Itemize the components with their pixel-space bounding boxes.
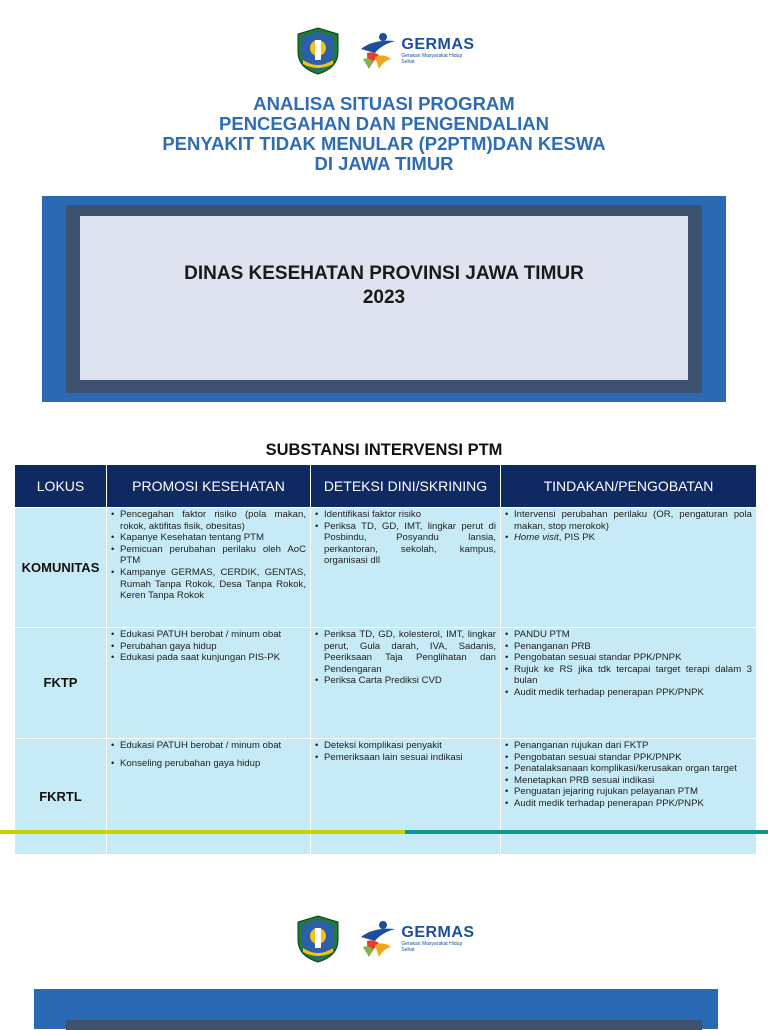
lokus-cell: FKRTL bbox=[15, 739, 107, 855]
list-item: • Penguatan jejaring rujukan pelayanan PTM bbox=[505, 786, 752, 798]
header-lokus: LOKUS bbox=[15, 465, 107, 508]
divider-stripe-teal bbox=[405, 830, 768, 834]
title-line-2: PENCEGAHAN DAN PENGENDALIAN bbox=[219, 113, 549, 134]
jawa-timur-emblem-icon bbox=[293, 914, 343, 964]
list-item: • Kampanye GERMAS, CERDIK, GENTAS, Rumah Tanpa Rokok, Desa Tanpa Rokok, Keren Tanpa Rokok bbox=[111, 567, 306, 602]
header-tindakan: TINDAKAN/PENGOBATAN bbox=[501, 465, 757, 508]
tindakan-cell bbox=[501, 739, 757, 855]
list-item: • Periksa TD, GD, IMT, lingkar perut di Posbindu, Posyandu lansia, perkantoran, sekolah, kampus, organisasi dll bbox=[315, 521, 496, 567]
list-item: • Penanganan PRB bbox=[505, 641, 752, 653]
list-item: • Audit medik terhadap penerapan PPK/PNPK bbox=[505, 687, 752, 699]
lokus-cell: KOMUNITAS bbox=[15, 508, 107, 628]
list-item: • Identifikasi faktor risiko bbox=[315, 509, 496, 521]
title-line-3: PENYAKIT TIDAK MENULAR (P2PTM)DAN KESWA bbox=[162, 133, 606, 154]
germas-logo bbox=[359, 919, 474, 959]
promosi-cell bbox=[107, 628, 311, 739]
germas-wordmark: GERMAS bbox=[401, 924, 475, 941]
list-item: • PANDU PTM bbox=[505, 629, 752, 641]
list-item bbox=[505, 532, 752, 544]
divider-stripe-lime bbox=[0, 830, 405, 834]
tindakan-cell bbox=[501, 628, 757, 739]
germas-tagline: Gerakan Masyarakat Hidup Sehat bbox=[401, 53, 463, 65]
list-item: • Perubahan gaya hidup bbox=[111, 641, 306, 653]
germas-tagline: Gerakan Masyarakat Hidup Sehat bbox=[401, 941, 463, 953]
list-item: • Pengobatan sesuai standar PPK/PNPK bbox=[505, 652, 752, 664]
germas-logo bbox=[359, 31, 474, 71]
logo-row bbox=[0, 26, 768, 76]
list-item: • Rujuk ke RS jika tdk tercapai target terapi dalam 3 bulan bbox=[505, 664, 752, 687]
list-item: • Edukasi PATUH berobat / minum obat bbox=[111, 740, 306, 752]
year: 2023 bbox=[362, 287, 406, 308]
list-item: • Pemicuan perubahan perilaku oleh AoC PTM bbox=[111, 544, 306, 567]
deteksi-cell bbox=[311, 508, 501, 628]
logo-row-second-slide bbox=[0, 914, 768, 964]
promosi-cell bbox=[107, 508, 311, 628]
title-box-text bbox=[80, 262, 688, 310]
table-row bbox=[15, 628, 757, 739]
second-slide-frame bbox=[66, 1020, 702, 1030]
tindakan-cell bbox=[501, 508, 757, 628]
germas-figure-icon bbox=[359, 919, 397, 959]
table-row bbox=[15, 739, 757, 855]
header-promosi: PROMOSI KESEHATAN bbox=[107, 465, 311, 508]
promosi-cell bbox=[107, 739, 311, 855]
table-header-row bbox=[15, 465, 757, 508]
list-item: • Edukasi pada saat kunjungan PIS-PK bbox=[111, 652, 306, 664]
table-row bbox=[15, 508, 757, 628]
deteksi-cell bbox=[311, 628, 501, 739]
page-title bbox=[0, 94, 768, 174]
deteksi-cell bbox=[311, 739, 501, 855]
list-item: • Intervensi perubahan perilaku (OR, pengaturan pola makan, stop merokok) bbox=[505, 509, 752, 532]
lokus-cell: FKTP bbox=[15, 628, 107, 739]
list-item: • Edukasi PATUH berobat / minum obat bbox=[111, 629, 306, 641]
list-item: • Kapanye Kesehatan tentang PTM bbox=[111, 532, 306, 544]
germas-wordmark: GERMAS bbox=[401, 36, 475, 53]
title-line-1: ANALISA SITUASI PROGRAM bbox=[253, 93, 515, 114]
list-item: • Deteksi komplikasi penyakit bbox=[315, 740, 496, 752]
list-item: • Penatalaksanaan komplikasi/kerusakan organ target bbox=[505, 763, 752, 775]
jawa-timur-emblem-icon bbox=[293, 26, 343, 76]
list-item: • Konseling perubahan gaya hidup bbox=[111, 758, 306, 770]
list-item: • Periksa Carta Prediksi CVD bbox=[315, 675, 496, 687]
list-item: • Periksa TD, GD, kolesterol, IMT, lingkar perut, Gula darah, IVA, Sadanis, Peeriksaan Taja Penglihatan dan Pendengaran bbox=[315, 629, 496, 675]
home-visit-rest: , PIS PK bbox=[558, 532, 596, 544]
list-item: • Pencegahan faktor risiko (pola makan, rokok, aktifitas fisik, obesitas) bbox=[111, 509, 306, 532]
table-title: SUBSTANSI INTERVENSI PTM bbox=[265, 441, 503, 459]
germas-figure-icon bbox=[359, 31, 397, 71]
home-visit-text: Home visit bbox=[514, 532, 559, 544]
list-item: • Penanganan rujukan dari FKTP bbox=[505, 740, 752, 752]
intervention-table bbox=[14, 464, 757, 855]
list-item: • Pemeriksaan lain sesuai indikasi bbox=[315, 752, 496, 764]
list-item: • Audit medik terhadap penerapan PPK/PNPK bbox=[505, 798, 752, 810]
list-item: • Menetapkan PRB sesuai indikasi bbox=[505, 775, 752, 787]
header-deteksi: DETEKSI DINI/SKRINING bbox=[311, 465, 501, 508]
agency-name: DINAS KESEHATAN PROVINSI JAWA TIMUR bbox=[184, 263, 584, 284]
title-line-4: DI JAWA TIMUR bbox=[314, 153, 454, 174]
list-item: • Pengobatan sesuai standar PPK/PNPK bbox=[505, 752, 752, 764]
